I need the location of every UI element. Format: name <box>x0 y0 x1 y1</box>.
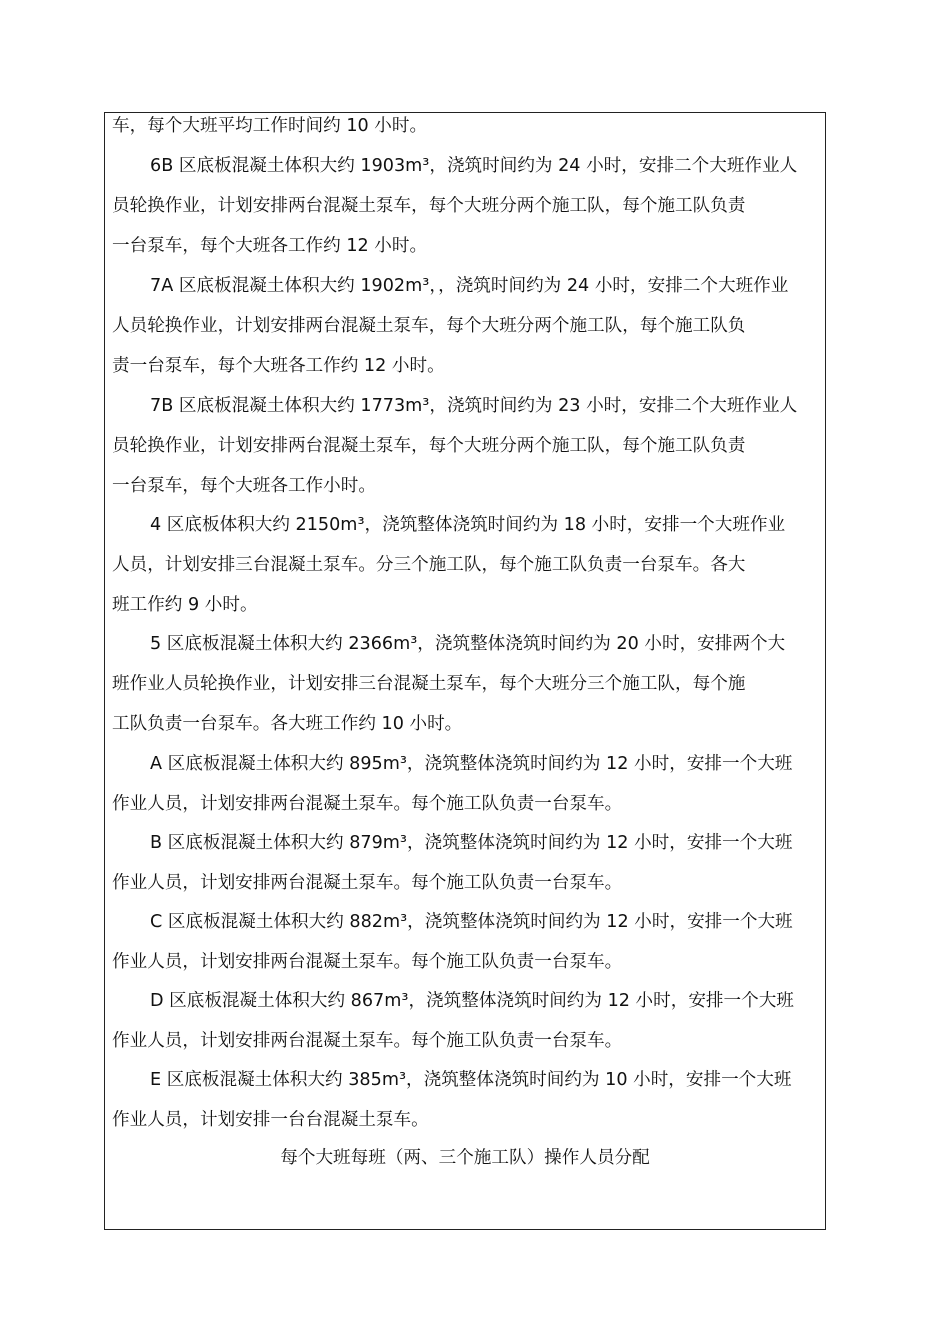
paragraph-c-line: 作业人员，计划安排两台混凝土泵车。每个施工队负责一台泵车。 <box>112 952 623 972</box>
paragraph-4-line: 班工作约 9 小时。 <box>112 595 258 615</box>
paragraph-line: 车，每个大班平均工作时间约 10 小时。 <box>112 116 428 136</box>
paragraph-e-line: E 区底板混凝土体积大约 385m³，浇筑整体浇筑时间约为 10 小时，安排一个大班 <box>150 1070 792 1090</box>
paragraph-7a-line: 人员轮换作业，计划安排两台混凝土泵车，每个大班分两个施工队，每个施工队负 <box>112 316 746 336</box>
paragraph-c-line: C 区底板混凝土体积大约 882m³，浇筑整体浇筑时间约为 12 小时，安排一个大班 <box>150 912 793 932</box>
paragraph-7a-line: 责一台泵车，每个大班各工作约 12 小时。 <box>112 356 445 376</box>
paragraph-4-line: 4 区底板体积大约 2150m³，浇筑整体浇筑时间约为 18 小时，安排一个大班作业 <box>150 515 786 535</box>
paragraph-5-line: 工队负责一台泵车。各大班工作约 10 小时。 <box>112 714 463 734</box>
paragraph-b-line: 作业人员，计划安排两台混凝土泵车。每个施工队负责一台泵车。 <box>112 873 623 893</box>
table-caption: 每个大班每班（两、三个施工队）操作人员分配 <box>280 1148 650 1168</box>
paragraph-7b-line: 员轮换作业，计划安排两台混凝土泵车，每个大班分两个施工队，每个施工队负责 <box>112 436 746 456</box>
paragraph-a-line: A 区底板混凝土体积大约 895m³，浇筑整体浇筑时间约为 12 小时，安排一个大班 <box>150 754 793 774</box>
paragraph-7a-line: 7A 区底板混凝土体积大约 1902m³，，浇筑时间约为 24 小时，安排二个大班作业 <box>150 276 789 296</box>
paragraph-7b-line: 一台泵车，每个大班各工作小时。 <box>112 476 376 496</box>
paragraph-b-line: B 区底板混凝土体积大约 879m³，浇筑整体浇筑时间约为 12 小时，安排一个大班 <box>150 833 793 853</box>
paragraph-7b-line: 7B 区底板混凝土体积大约 1773m³，浇筑时间约为 23 小时，安排二个大班作业人 <box>150 396 798 416</box>
paragraph-6b-line: 6B 区底板混凝土体积大约 1903m³，浇筑时间约为 24 小时，安排二个大班作业人 <box>150 156 798 176</box>
paragraph-5-line: 5 区底板混凝土体积大约 2366m³，浇筑整体浇筑时间约为 20 小时，安排两个大 <box>150 634 786 654</box>
paragraph-d-line: 作业人员，计划安排两台混凝土泵车。每个施工队负责一台泵车。 <box>112 1031 623 1051</box>
paragraph-6b-line: 员轮换作业，计划安排两台混凝土泵车，每个大班分两个施工队，每个施工队负责 <box>112 196 746 216</box>
paragraph-4-line: 人员，计划安排三台混凝土泵车。分三个施工队，每个施工队负责一台泵车。各大 <box>112 555 746 575</box>
paragraph-e-line: 作业人员，计划安排一台台混凝土泵车。 <box>112 1110 429 1130</box>
paragraph-a-line: 作业人员，计划安排两台混凝土泵车。每个施工队负责一台泵车。 <box>112 794 623 814</box>
paragraph-5-line: 班作业人员轮换作业，计划安排三台混凝土泵车，每个大班分三个施工队，每个施 <box>112 674 746 694</box>
paragraph-d-line: D 区底板混凝土体积大约 867m³，浇筑整体浇筑时间约为 12 小时，安排一个大班 <box>150 991 794 1011</box>
paragraph-6b-line: 一台泵车，每个大班各工作约 12 小时。 <box>112 236 428 256</box>
